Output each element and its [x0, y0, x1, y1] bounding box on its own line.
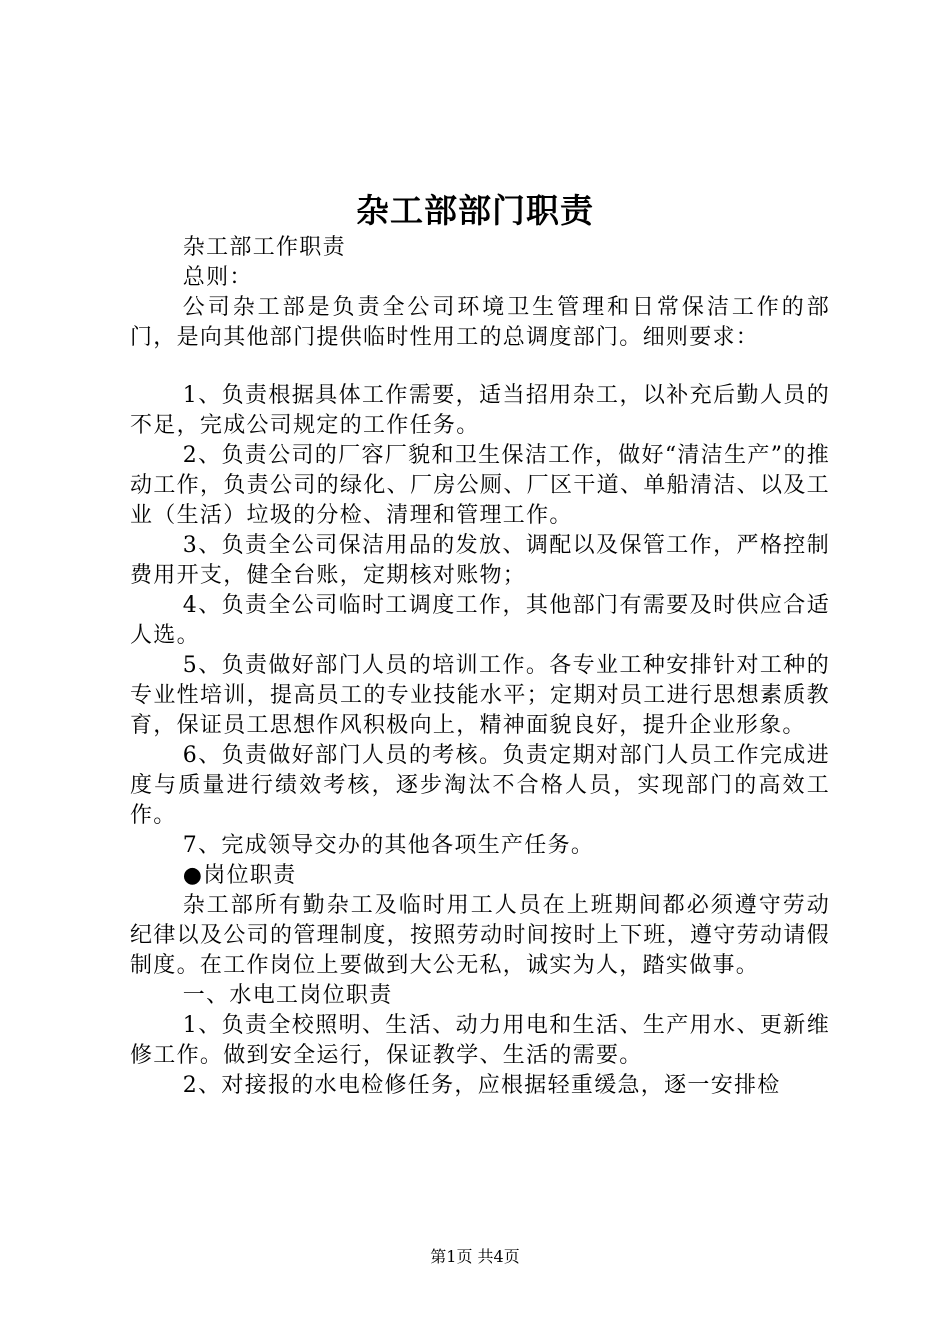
post-duties-heading: ●岗位职责	[182, 863, 297, 888]
intro-paragraph: 公司杂工部是负责全公司环境卫生管理和日常保洁工作的部门，是向其他部门提供临时性用工的总调度部门。细则要求：	[130, 295, 830, 350]
post-duties-paragraph: 杂工部所有勤杂工及临时用工人员在上班期间都必须遵守劳动纪律以及公司的管理制度，按照劳动时间按时上下班，遵守劳动请假制度。在工作岗位上要做到大公无私，诚实为人，踏实做事。	[130, 893, 830, 978]
section-heading: 杂工部工作职责	[182, 235, 346, 260]
electrician-heading: 一、水电工岗位职责	[182, 983, 393, 1008]
page-title: 杂工部部门职责	[356, 191, 594, 230]
general-heading: 总则：	[182, 265, 253, 290]
electrician-item-2: 2、对接报的水电检修任务，应根据轻重缓急，逐一安排检	[182, 1073, 781, 1098]
duty-item-4: 4、负责全公司临时工调度工作，其他部门有需要及时供应合适人选。	[130, 593, 830, 648]
duty-item-2: 2、负责公司的厂容厂貌和卫生保洁工作，做好“清洁生产”的推动工作，负责公司的绿化、厂房公厕、厂区干道、单船清洁、以及工业（生活）垃圾的分检、清理和管理工作。	[130, 443, 830, 528]
page-number: 第1页 共4页	[430, 1247, 520, 1266]
duty-item-6: 6、负责做好部门人员的考核。负责定期对部门人员工作完成进度与质量进行绩效考核，逐步淘汰不合格人员，实现部门的高效工作。	[130, 743, 830, 828]
duty-item-1: 1、负责根据具体工作需要，适当招用杂工，以补充后勤人员的不足，完成公司规定的工作任务。	[130, 383, 830, 438]
electrician-item-1: 1、负责全校照明、生活、动力用电和生活、生产用水、更新维修工作。做到安全运行，保证教学、生活的需要。	[130, 1013, 830, 1068]
duty-item-3: 3、负责全公司保洁用品的发放、调配以及保管工作，严格控制费用开支，健全台账，定期核对账物；	[130, 533, 830, 588]
duty-item-7: 7、完成领导交办的其他各项生产任务。	[182, 833, 595, 858]
duty-item-5: 5、负责做好部门人员的培训工作。各专业工种安排针对工种的专业性培训，提高员工的专业技能水平；定期对员工进行思想素质教育，保证员工思想作风积极向上，精神面貌良好，提升企业形象。	[130, 653, 830, 738]
document-body	[130, 233, 830, 1101]
